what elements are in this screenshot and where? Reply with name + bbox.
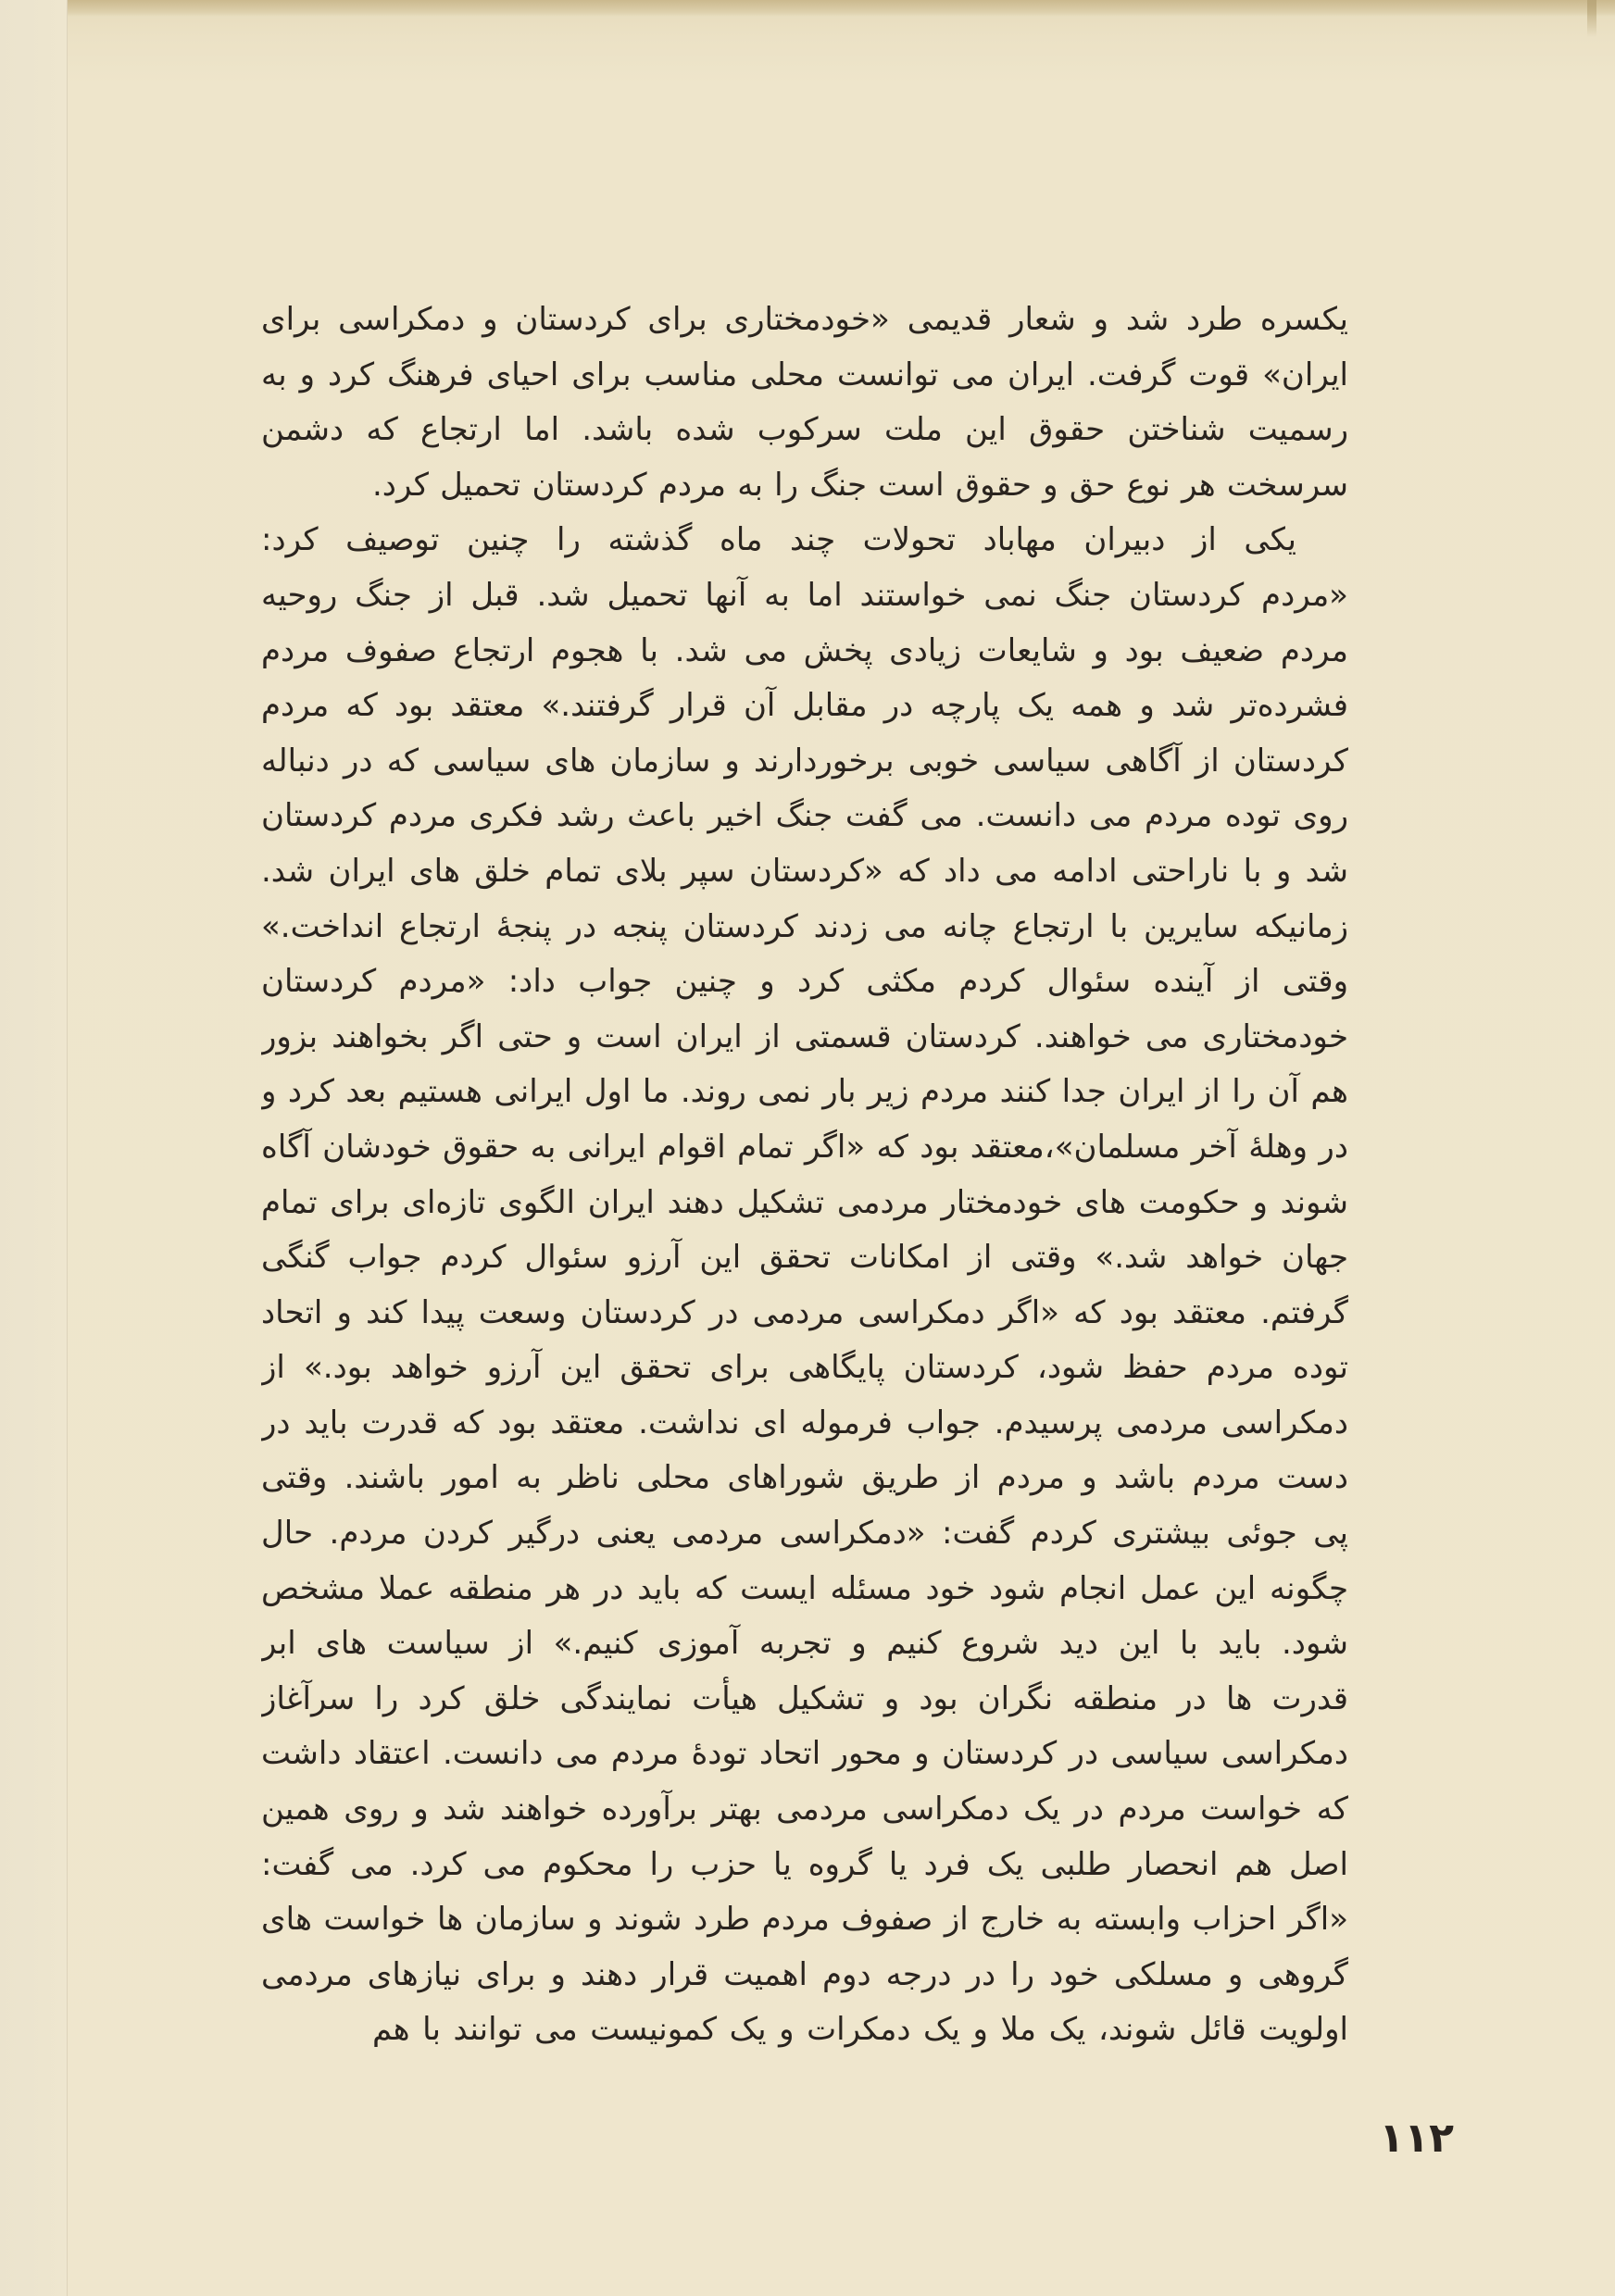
text-line: گرفتم. معتقد بود که «اگر دمکراسی مردمی در کردستان وسعت پیدا کند و اتحاد	[261, 1293, 1348, 1331]
text-line: مردم ضعیف بود و شایعات زیادی پخش می شد. با هجوم ارتجاع صفوف مردم	[261, 631, 1348, 669]
text-line: که خواست مردم در یک دمکراسی مردمی بهتر برآورده خواهند شد و روی همین	[261, 1791, 1348, 1828]
scan-edge-mark	[1587, 0, 1596, 37]
text-line: هم آن را از ایران جدا کنند مردم زیر بار نمی روند. ما اول ایرانی هستیم بعد کرد و	[261, 1073, 1348, 1111]
page-number: ۱۱۲	[1379, 2115, 1454, 2162]
text-line: خودمختاری می خواهند. کردستان قسمتی از ایران است و حتی اگر بخواهند بزور	[261, 1017, 1348, 1055]
text-line: قدرت ها در منطقه نگران بود و تشکیل هیأت نمایندگی خلق کرد را سرآغاز	[261, 1679, 1348, 1717]
paragraph	[261, 513, 1348, 2058]
text-line: در وهلهٔ آخر مسلمان»،معتقد بود که «اگر تمام اقوام ایرانی به حقوق خودشان آگاه	[261, 1128, 1348, 1166]
text-line: چگونه این عمل انجام شود خود مسئله ایست که باید در هر منطقه عملا مشخص	[261, 1569, 1348, 1607]
text-line: یکی از دبیران مهاباد تحولات چند ماه گذشته را چنین توصیف کرد:	[261, 521, 1296, 559]
page-top-edge	[0, 0, 1615, 17]
text-line: وقتی از آینده سئوال کردم مکثی کرد و چنین جواب داد: «مردم کردستان	[261, 963, 1348, 1001]
text-line: سرسخت هر نوع حق و حقوق است جنگ را به مردم کردستان تحمیل کرد.	[372, 466, 1348, 504]
text-line: شوند و حکومت های خودمختار مردمی تشکیل دهند ایران الگوی تازه‌ای برای تمام	[261, 1183, 1348, 1221]
body-text	[261, 293, 1348, 2058]
text-line: «اگر احزاب وابسته به خارج از صفوف مردم طرد شوند و سازمان ها خواست های	[261, 1901, 1348, 1939]
text-line: رسمیت شناختن حقوق این ملت سرکوب شده باشد. اما ارتجاع که دشمن	[261, 411, 1348, 449]
text-line: توده مردم حفظ شود، کردستان پایگاهی برای تحقق این آرزو خواهد بود.» از	[261, 1349, 1348, 1387]
text-line: دست مردم باشد و مردم از طریق شوراهای محلی ناظر به امور باشند. وقتی	[261, 1459, 1348, 1497]
text-line: اولویت قائل شوند، یک ملا و یک دمکرات و یک کمونیست می توانند با هم	[372, 2011, 1348, 2049]
text-line: شود. باید با این دید شروع کنیم و تجربه آموزی کنیم.» از سیاست های ابر	[261, 1625, 1348, 1663]
paragraph	[261, 293, 1348, 513]
text-line: دمکراسی مردمی پرسیدم. جواب فرموله ای نداشت. معتقد بود که قدرت باید در	[261, 1404, 1348, 1441]
text-line: روی توده مردم می دانست. می گفت جنگ اخیر باعث رشد فکری مردم کردستان	[261, 797, 1348, 835]
page-binding-margin	[0, 0, 68, 2296]
text-line: اصل هم انحصار طلبی یک فرد یا گروه یا حزب را محکوم می کرد. می گفت:	[261, 1845, 1348, 1883]
text-line: جهان خواهد شد.» وقتی از امکانات تحقق این آرزو سئوال کردم جواب گنگی	[261, 1239, 1348, 1277]
text-line: پی جوئی بیشتری کردم گفت: «دمکراسی مردمی یعنی درگیر کردن مردم. حال	[261, 1515, 1348, 1553]
text-line: زمانیکه سایرین با ارتجاع چانه می زدند کردستان پنجه در پنجهٔ ارتجاع انداخت.»	[261, 907, 1348, 945]
text-line: دمکراسی سیاسی در کردستان و محور اتحاد تودهٔ مردم می دانست. اعتقاد داشت	[261, 1735, 1348, 1773]
text-line: یکسره طرد شد و شعار قدیمی «خودمختاری برای کردستان و دمکراسی برای	[261, 301, 1348, 338]
text-line: گروهی و مسلکی خود را در درجه دوم اهمیت قرار دهند و برای نیازهای مردمی	[261, 1955, 1348, 1993]
text-line: ایران» قوت گرفت. ایران می توانست محلی مناسب برای احیای فرهنگ کرد و به	[261, 356, 1348, 393]
text-line: شد و با ناراحتی ادامه می داد که «کردستان سپر بلای تمام خلق های ایران شد.	[261, 852, 1348, 890]
text-line: «مردم کردستان جنگ نمی خواستند اما به آنها تحمیل شد. قبل از جنگ روحیه	[261, 576, 1348, 614]
text-line: کردستان از آگاهی سیاسی خوبی برخوردارند و سازمان های سیاسی که در دنباله	[261, 742, 1348, 780]
text-line: فشرده‌تر شد و همه یک پارچه در مقابل آن قرار گرفتند.» معتقد بود که مردم	[261, 687, 1348, 725]
